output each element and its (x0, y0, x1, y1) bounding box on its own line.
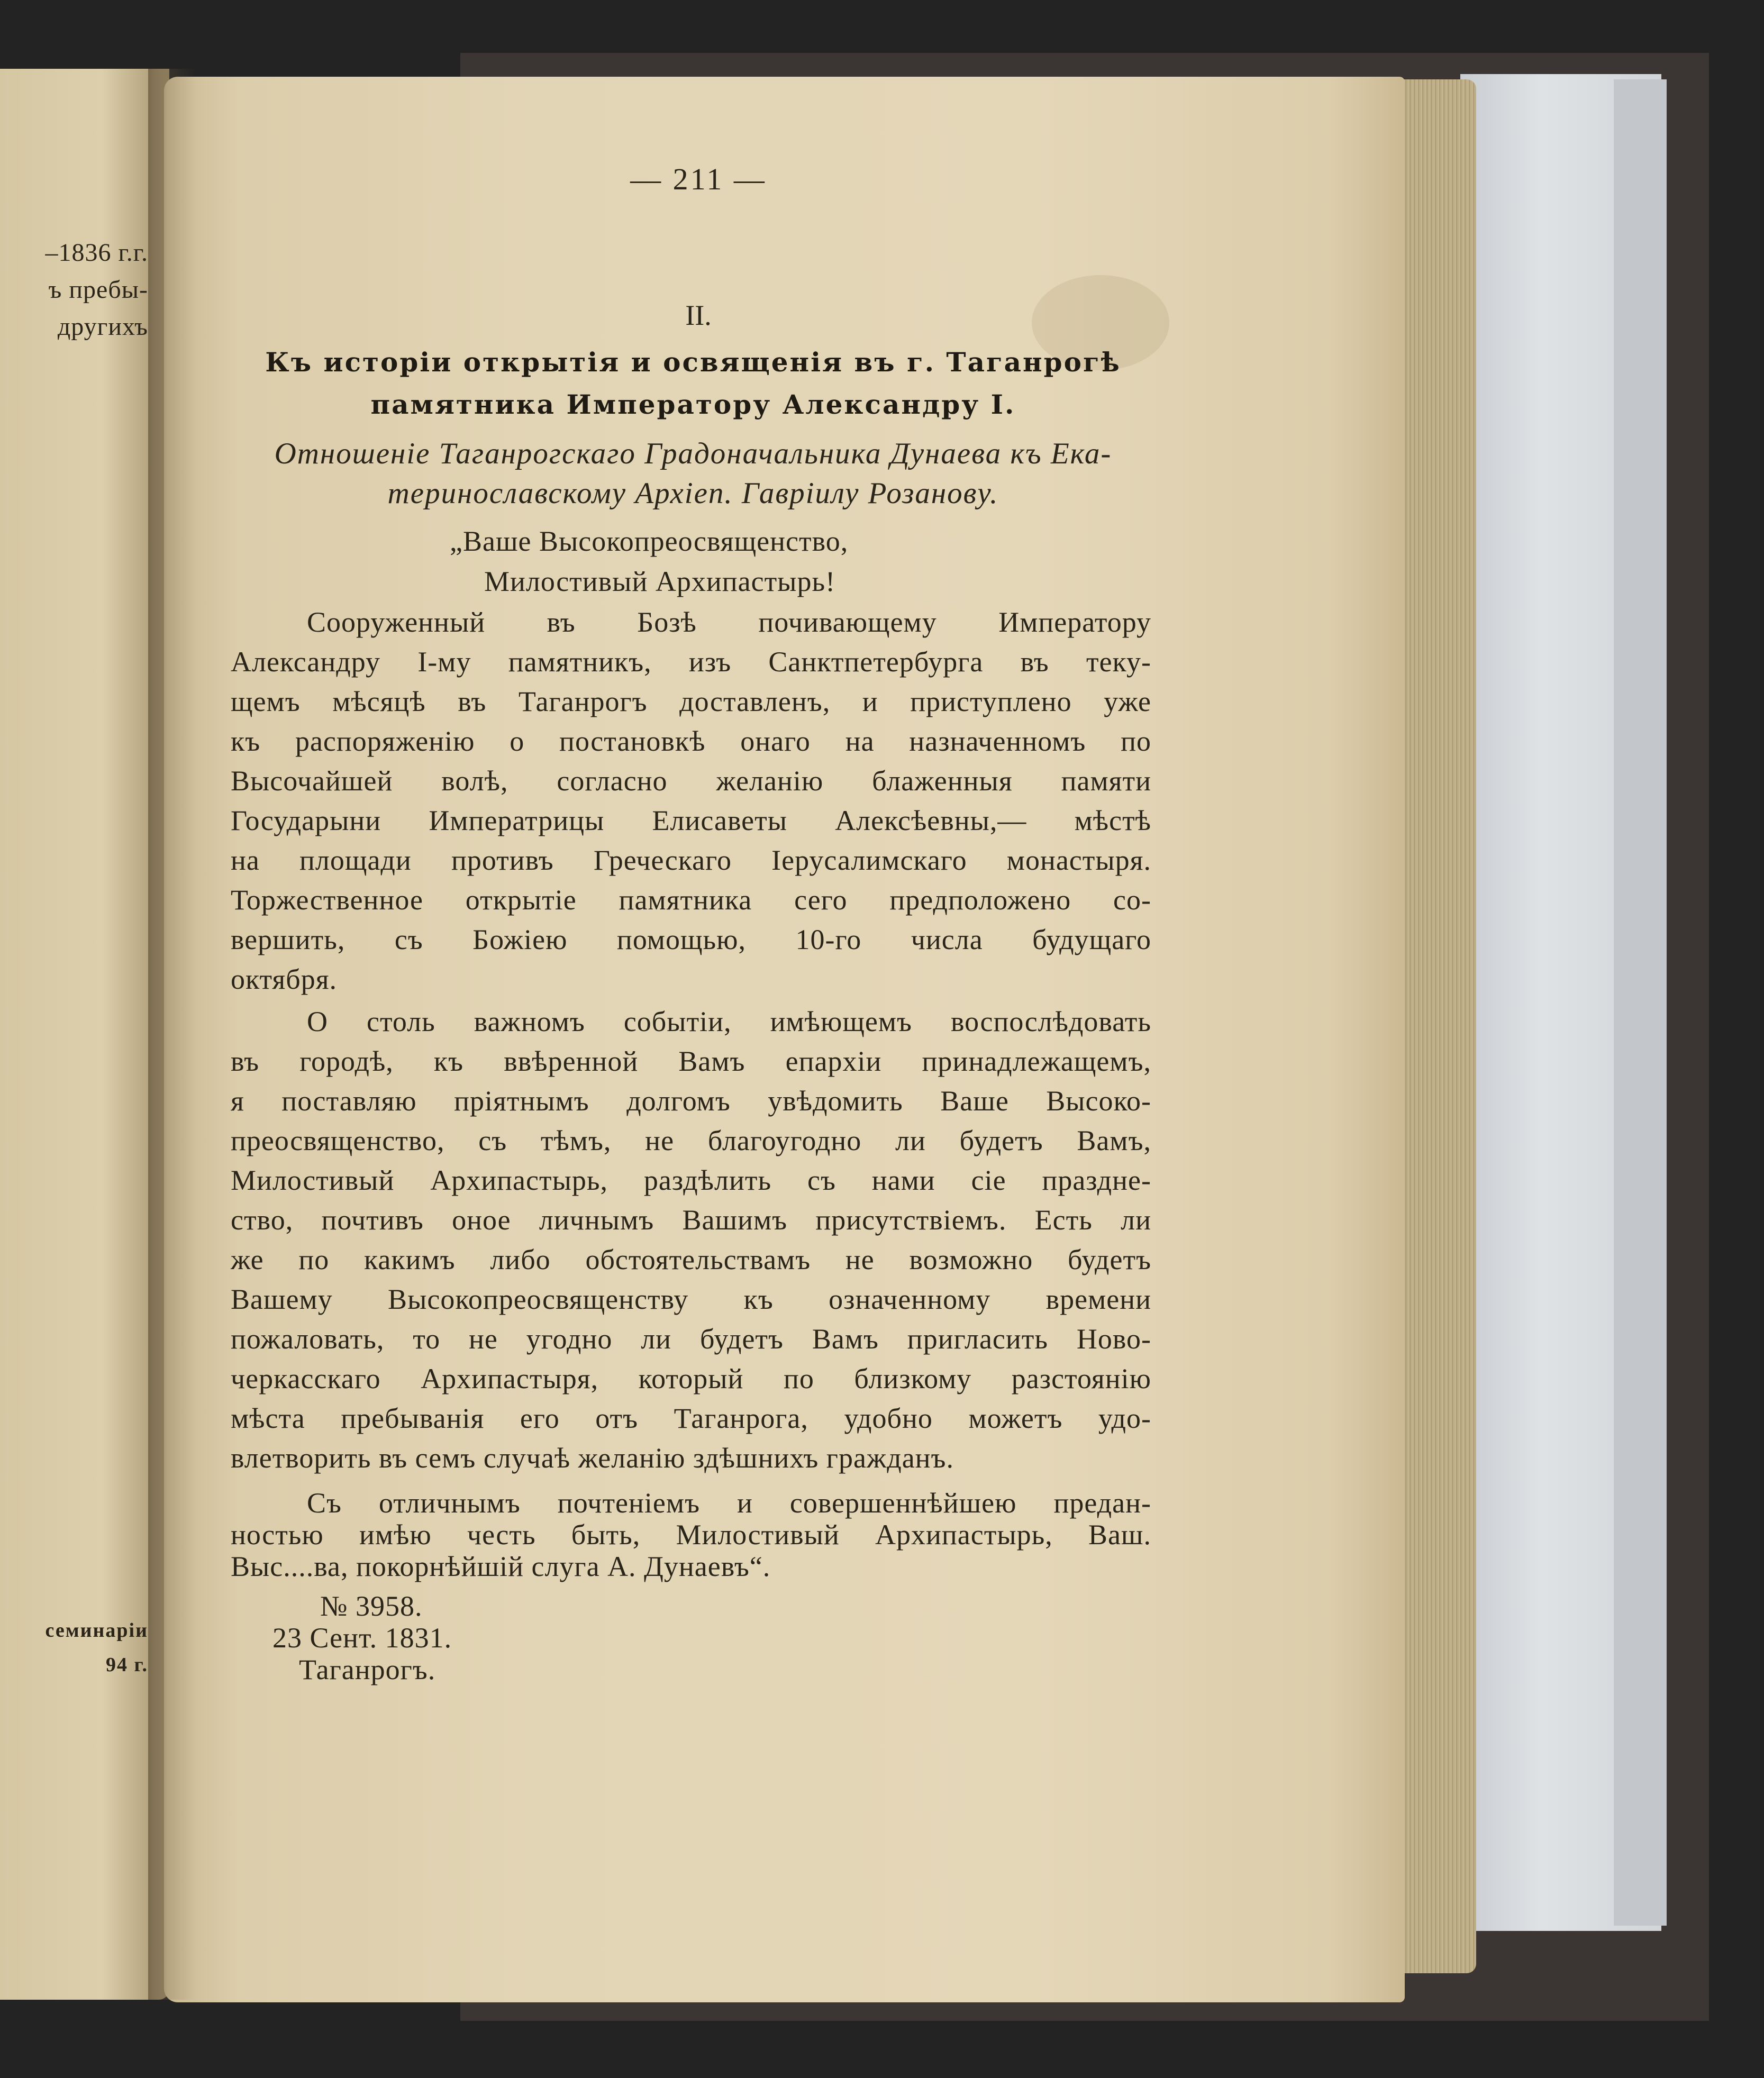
paragraph-line: преосвященство, съ тѣмъ, не благоугодно ли будетъ Вамъ, (231, 1125, 1151, 1156)
gutter-shadow (148, 69, 196, 2000)
paragraph-line: ностью имѣю честь быть, Милостивый Архипастырь, Ваш. (231, 1519, 1151, 1551)
left-page-line: семинаріи (45, 1619, 148, 1642)
paragraph-line: Высочайшей волѣ, согласно желанію блаженныя памяти (231, 765, 1151, 797)
paragraph-line: Съ отличнымъ почтеніемъ и совершеннѣйшею предан- (307, 1487, 1151, 1519)
paragraph-line: въ городѣ, къ ввѣренной Вамъ епархіи принадлежащемъ, (231, 1045, 1151, 1077)
paragraph-line: Торжественное открытіе памятника сего предположено со- (231, 884, 1151, 916)
page-number: — 211 — (630, 162, 767, 196)
paragraph-line: вершить, съ Божіею помощью, 10-го числа будущаго (231, 924, 1151, 955)
paragraph-line: щемъ мѣсяцѣ въ Таганрогъ доставленъ, и приступлено уже (231, 686, 1151, 717)
paragraph-line: Государыни Императрицы Елисаветы Алексѣевны,— мѣстѣ (231, 805, 1151, 836)
endpaper-edge (1614, 79, 1667, 1926)
left-page (0, 69, 169, 2000)
title-line: Къ исторіи открытія и освященія въ г. Таганрогѣ (265, 347, 1121, 378)
letter-place: Таганрогъ. (299, 1654, 436, 1685)
paragraph-line: О столь важномъ событіи, имѣющемъ воспослѣдовать (307, 1006, 1151, 1037)
title-line: памятника Императору Александру I. (370, 389, 1016, 420)
subtitle-line: Отношеніе Таганрогскаго Градоначальника Дунаева къ Ека- (274, 437, 1112, 470)
paragraph-line: же по какимъ либо обстоятельствамъ не возможно будетъ (231, 1244, 1151, 1275)
salutation-line: „Ваше Высокопреосвященство, (450, 525, 849, 557)
paragraph-line: пожаловать, то не угодно ли будетъ Вамъ пригласить Ново- (231, 1323, 1151, 1355)
paragraph-line: Сооруженный въ Бозѣ почивающему Императору (307, 606, 1151, 638)
paragraph-line: Милостивый Архипастырь, раздѣлить съ нами сіе праздне- (231, 1164, 1151, 1196)
left-page-line: ъ пребы- (48, 276, 148, 304)
paragraph-line: Выс....ва, покорнѣйшій слуга А. Дунаевъ“. (231, 1551, 771, 1582)
paragraph-line: Вашему Высокопреосвященству къ означенному времени (231, 1283, 1151, 1315)
left-page-line: другихъ (57, 313, 148, 341)
paragraph-line: къ распоряженію о постановкѣ онаго на назначенномъ по (231, 725, 1151, 757)
letter-date: 23 Сент. 1831. (272, 1622, 452, 1654)
paragraph-line: ство, почтивъ оное личнымъ Вашимъ присутствіемъ. Есть ли (231, 1204, 1151, 1236)
left-page-line: –1836 г.г. (45, 239, 148, 267)
salutation-line: Милостивый Архипастырь! (484, 566, 836, 597)
paragraph-line: октября. (231, 963, 338, 995)
paragraph-line: на площади противъ Греческаго Іерусалимскаго монастыря. (231, 844, 1151, 876)
paragraph-line: мѣста пребыванія его отъ Таганрога, удобно можетъ удо- (231, 1402, 1151, 1434)
paragraph-line: влетворить въ семъ случаѣ желанію здѣшнихъ гражданъ. (231, 1442, 954, 1474)
paragraph-line: я поставляю пріятнымъ долгомъ увѣдомить Ваше Высоко- (231, 1085, 1151, 1117)
subtitle-line: теринославскому Архіеп. Гавріилу Розанову. (387, 477, 999, 510)
letter-number: № 3958. (320, 1590, 423, 1622)
paragraph-line: Александру I-му памятникъ, изъ Санктпетербурга въ теку- (231, 646, 1151, 678)
section-number: II. (685, 299, 712, 331)
paragraph-line: черкасскаго Архипастыря, который по близкому разстоянію (231, 1363, 1151, 1395)
left-page-line: 94 г. (106, 1654, 148, 1676)
